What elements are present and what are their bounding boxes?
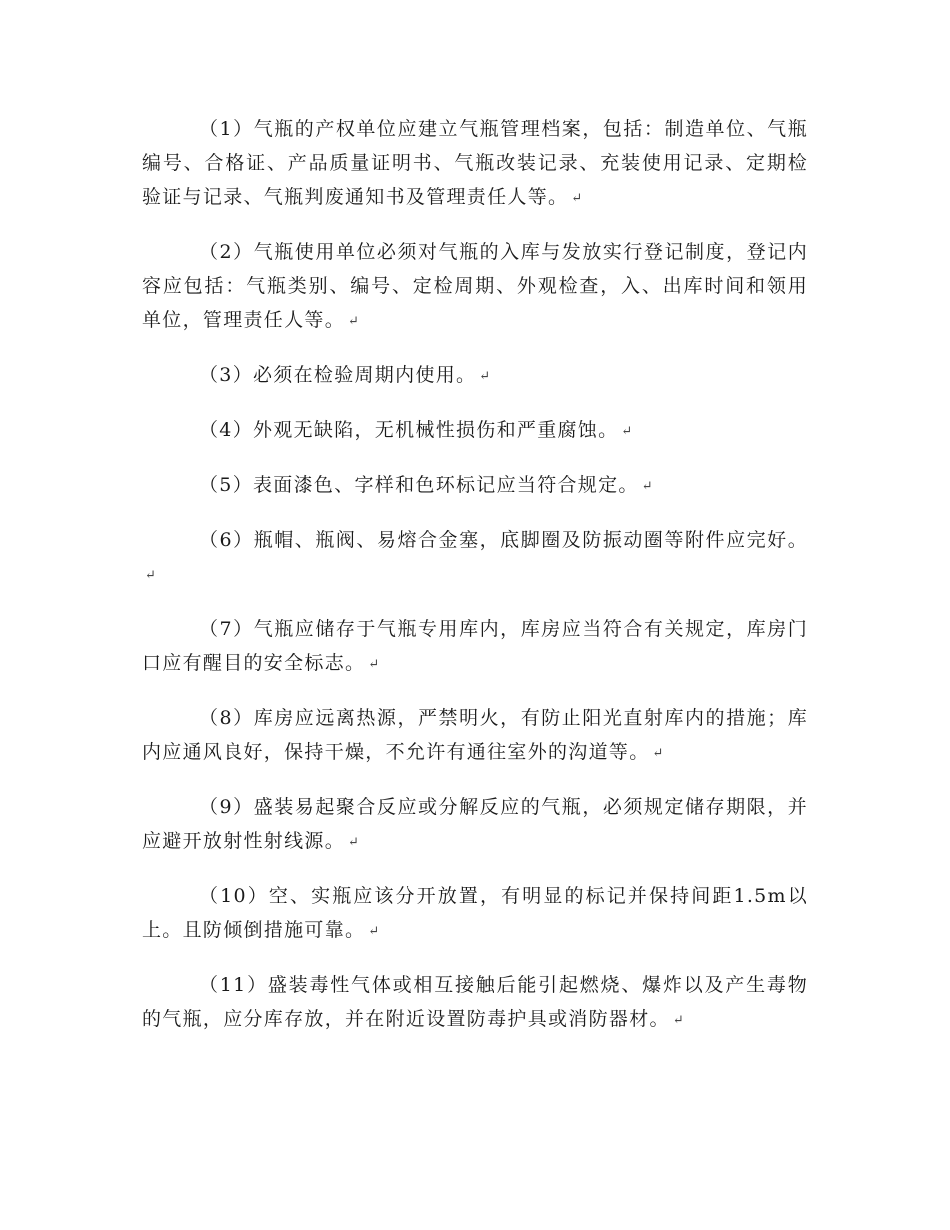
paragraph [142,413,808,449]
paragraph-text: （4）外观无缺陷，无机械性损伤和严重腐蚀。 [199,419,619,441]
paragraph-mark-icon: ↵ [145,568,156,583]
paragraph-mark-icon: ↵ [368,924,380,939]
paragraph-mark-icon: ↵ [571,191,583,206]
paragraph [142,468,808,504]
paragraph-text: （3）必须在检验周期内使用。 [199,364,477,386]
paragraph-text: （2）气瓶使用单位必须对气瓶的入库与发放实行登记制度，登记内容应包括：气瓶类别、编号、定检周期、外观检查，入、出库时间和领用单位，管理责任人等。 [142,241,808,331]
paragraph-text: （11）盛装毒性气体或相互接触后能引起燃烧、爆炸以及产生毒物的气瓶，应分库存放，并在附近设置防毒护具或消防器材。 [142,974,808,1030]
paragraph-text: （8）库房应远离热源，严禁明火，有防止阳光直射库内的措施；库内应通风良好，保持干燥，不允许有通往室外的沟道等。 [142,707,808,763]
paragraph-mark-icon: ↵ [652,746,664,761]
paragraph-text: （6）瓶帽、瓶阀、易熔合金塞，底脚圈及防振动圈等附件应完好。 [199,529,808,551]
paragraph-mark-icon: ↵ [641,479,653,494]
paragraph [142,790,808,860]
paragraph-mark-icon: ↵ [672,1013,684,1028]
paragraph [142,112,808,216]
paragraph [142,879,808,949]
paragraph-text: （7）气瓶应储存于气瓶专用库内，库房应当符合有关规定，库房门口应有醒目的安全标志。 [142,618,808,674]
paragraph-text: （10）空、实瓶应该分开放置，有明显的标记并保持间距1.5m以上。且防倾倒措施可靠。 [142,885,808,941]
document-body [142,112,808,1057]
paragraph-text: （9）盛装易起聚合反应或分解反应的气瓶，必须规定储存期限，并应避开放射性射线源。 [142,796,808,852]
paragraph [142,612,808,682]
paragraph [142,968,808,1038]
paragraph-mark-icon: ↵ [479,369,491,384]
paragraph [142,701,808,771]
paragraph-mark-icon: ↵ [368,657,380,672]
paragraph [142,523,808,593]
paragraph-text: （1）气瓶的产权单位应建立气瓶管理档案，包括：制造单位、气瓶编号、合格证、产品质量证明书、气瓶改装记录、充装使用记录、定期检验证与记录、气瓶判废通知书及管理责任人等。 [142,118,808,208]
paragraph-mark-icon: ↵ [621,424,633,439]
paragraph [142,235,808,339]
paragraph [142,358,808,394]
paragraph-mark-icon: ↵ [348,835,359,850]
paragraph-text: （5）表面漆色、字样和色环标记应当符合规定。 [199,474,639,496]
paragraph-mark-icon: ↵ [348,314,359,329]
